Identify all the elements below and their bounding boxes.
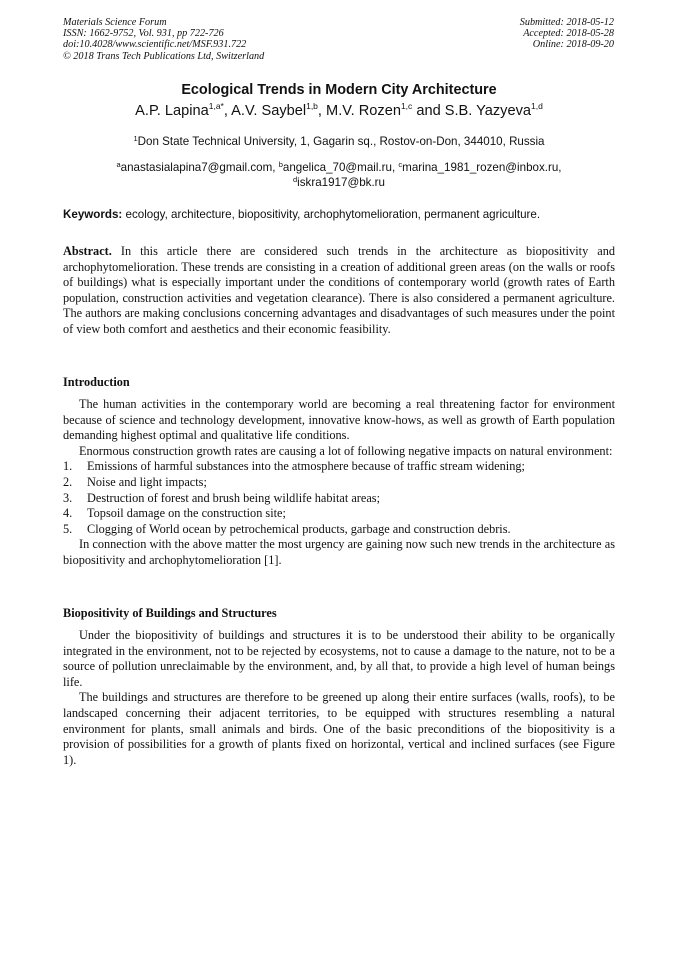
list-item: 4. Topsoil damage on the construction site;	[63, 506, 286, 521]
paragraph: Enormous construction growth rates are causing a lot of following negative impacts on natural environment:	[79, 443, 613, 458]
journal-name: Materials Science Forum	[63, 17, 167, 28]
journal-info	[63, 17, 264, 62]
keywords-label: Keywords:	[63, 208, 123, 221]
paragraph: The human activities in the contemporary world are becoming a real threatening factor for environment because of science and technology development, innovative know-hows, as well as growth of Earth population demanding highest optimal and qualitative life conditions.	[63, 397, 615, 443]
journal-doi: doi:10.4028/www.scientific.net/MSF.931.722	[63, 39, 247, 51]
list-item: 2. Noise and light impacts;	[63, 474, 207, 489]
journal-copyright: © 2018 Trans Tech Publications Ltd, Switzerland	[63, 50, 265, 62]
introduction-body	[63, 397, 615, 569]
author-emails	[0, 160, 678, 190]
keywords	[63, 208, 615, 221]
submitted-date: Submitted: 2018-05-12	[519, 17, 614, 28]
author-list	[0, 103, 678, 119]
author: M.V. Rozen$^{1,c}$ and	[326, 101, 445, 119]
section-heading-introduction: Introduction	[63, 375, 130, 389]
journal-issn: ISSN: 1662-9752, Vol. 931, pp 722-726	[63, 28, 224, 40]
abstract-label: Abstract.	[63, 244, 112, 258]
author: A.V. Saybel$^{1,b}$,	[231, 101, 327, 119]
affiliation: $^1$Don State Technical University, 1, Gagarin sq., Rostov-on-Don, 344010, Russia	[133, 134, 545, 148]
author: A.P. Lapina$^{1,a*}$,	[135, 101, 232, 119]
email-link[interactable]: $^a$anastasialapina7@gmail.com,	[116, 160, 279, 174]
paragraph: Under the biopositivity of buildings and structures it is to be understood their ability to be organically integrated in the environment, not to be rejected by ecosystems, not to cause a damage to the nature, not to be a source of pollution unreclaimable by the environment, and, by all that, to provide a high level of human beings life.	[63, 628, 615, 689]
email-link[interactable]: $^d$iskra1917@bk.ru	[293, 175, 385, 189]
paper-title: Ecological Trends in Modern City Architecture	[181, 82, 497, 98]
abstract-text: In this article there are considered such trends in the architecture as biopositivity and archophytomelioration. These trends are consisting in a creation of additional green areas (on the walls or roofs of buildings) what is especially important under the conditions of contemporary world (growth rates of Earth population, construction activities and vegetation clearance). There is also considered a permanent agriculture. The authors are making conclusions concerning advantages and disadvantages of such measures under the point of view both comfort and aesthetics and their economic feasibility.	[63, 244, 615, 336]
abstract	[63, 244, 615, 338]
biopositivity-body	[63, 628, 615, 768]
author: S.B. Yazyeva$^{1,d}$	[444, 101, 543, 119]
list-item: 5. Clogging of World ocean by petrochemical products, garbage and construction debris.	[63, 521, 511, 536]
accepted-date: Accepted: 2018-05-28	[523, 28, 614, 40]
paragraph: In connection with the above matter the most urgency are gaining now such new trends in the architecture as biopositivity and archophytomelioration [1].	[63, 537, 615, 567]
online-date: Online: 2018-09-20	[532, 39, 614, 51]
email-link[interactable]: $^b$angelica_70@mail.ru,	[278, 160, 399, 174]
list-item: 3. Destruction of forest and brush being wildlife habitat areas;	[63, 490, 380, 505]
keywords-text: ecology, architecture, biopositivity, archophytomelioration, permanent agriculture.	[122, 208, 541, 221]
paragraph: The buildings and structures are therefore to be greened up along their entire surfaces (walls, roofs), to be landscaped concerning their adjacent territories, to be equipped with structures resembling a natural environment for plants, small animals and birds. One of the basic preconditions of the biopositivity is a provision of possibilities for a growth of plants fixed on horizontal, vertical and inclined surfaces (see Figure 1).	[63, 690, 615, 767]
list-item: 1. Emissions of harmful substances into the atmosphere because of traffic stream widening;	[63, 459, 525, 474]
impacts-list	[63, 459, 615, 537]
section-heading-biopositivity: Biopositivity of Buildings and Structures	[63, 606, 277, 620]
email-link[interactable]: $^c$marina_1981_rozen@inbox.ru,	[398, 160, 562, 174]
submission-dates	[520, 17, 614, 51]
